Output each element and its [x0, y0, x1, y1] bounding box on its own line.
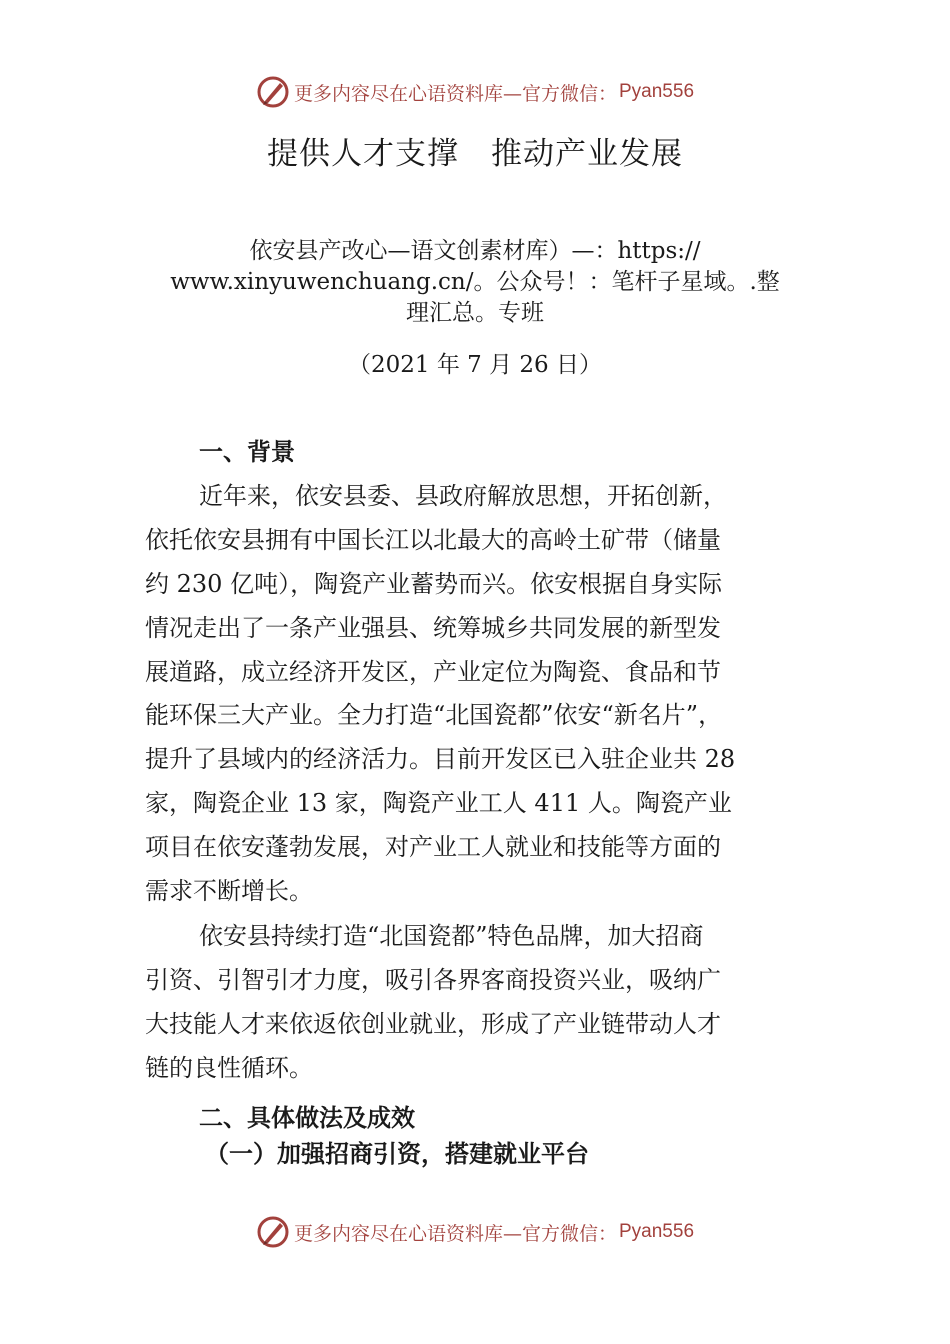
subsection-heading-investment: （一）加强招商引资，搭建就业平台 — [205, 1140, 589, 1168]
text-line: 近年来，依安县委、县政府解放思想，开拓创新， — [199, 482, 727, 510]
pen-logo-icon — [256, 75, 290, 109]
text-line: 情况走出了一条产业强县、统筹城乡共同发展的新型发 — [145, 613, 721, 642]
text-line: 需求不断增长。 — [145, 877, 313, 906]
text-line: 引资、引智引才力度，吸引各界客商投资兴业，吸纳广 — [145, 965, 721, 994]
banner-wechat-id: Pyan556 — [619, 1221, 695, 1242]
text-line: 展道路，成立经济开发区，产业定位为陶瓷、食品和节 — [145, 657, 721, 686]
section-heading-background: 一、背景 — [199, 438, 295, 466]
source-line: 依安县产改心—语文创素材库）—：https:// — [249, 238, 701, 264]
source-line: www.xinyuwenchuang.cn/。公众号！：笔杆子星域。.整 — [170, 269, 780, 295]
pen-logo-icon — [256, 1215, 290, 1249]
paragraph-background-1 — [145, 475, 810, 914]
text-line: 约 230 亿吨），陶瓷产业蓄势而兴。依安根据自身实际 — [145, 569, 723, 598]
paragraph-background-2 — [145, 915, 810, 1091]
source-note — [140, 236, 810, 329]
text-line: 依托依安县拥有中国长江以北最大的高岭土矿带（储量 — [145, 525, 721, 554]
document-title: 提供人才支撑 推动产业发展 — [267, 136, 683, 172]
text-line: 大技能人才来依返依创业就业，形成了产业链带动人才 — [145, 1009, 721, 1038]
text-line: 链的良性循环。 — [145, 1053, 313, 1082]
source-line: 理汇总。专班 — [406, 300, 544, 326]
footer-watermark-banner — [0, 1212, 950, 1252]
banner-wechat-id: Pyan556 — [619, 81, 695, 102]
text-line: 项目在依安蓬勃发展，对产业工人就业和技能等方面的 — [145, 833, 721, 862]
text-line: 提升了县域内的经济活力。目前开发区已入驻企业共 28 — [145, 745, 736, 774]
section-heading-measures: 二、具体做法及成效 — [199, 1104, 415, 1132]
text-line: 依安县持续打造“北国瓷都”特色品牌，加大招商 — [199, 922, 704, 950]
banner-text: 更多内容尽在心语资料库—官方微信： — [293, 82, 617, 105]
text-line: 能环保三大产业。全力打造“北国瓷都”依安“新名片”， — [145, 701, 723, 730]
document-date: （2021 年 7 月 26 日） — [348, 352, 602, 378]
text-line: 家，陶瓷企业 13 家，陶瓷产业工人 411 人。陶瓷产业 — [145, 789, 732, 818]
header-watermark-banner — [0, 72, 950, 112]
banner-text: 更多内容尽在心语资料库—官方微信： — [293, 1222, 617, 1245]
